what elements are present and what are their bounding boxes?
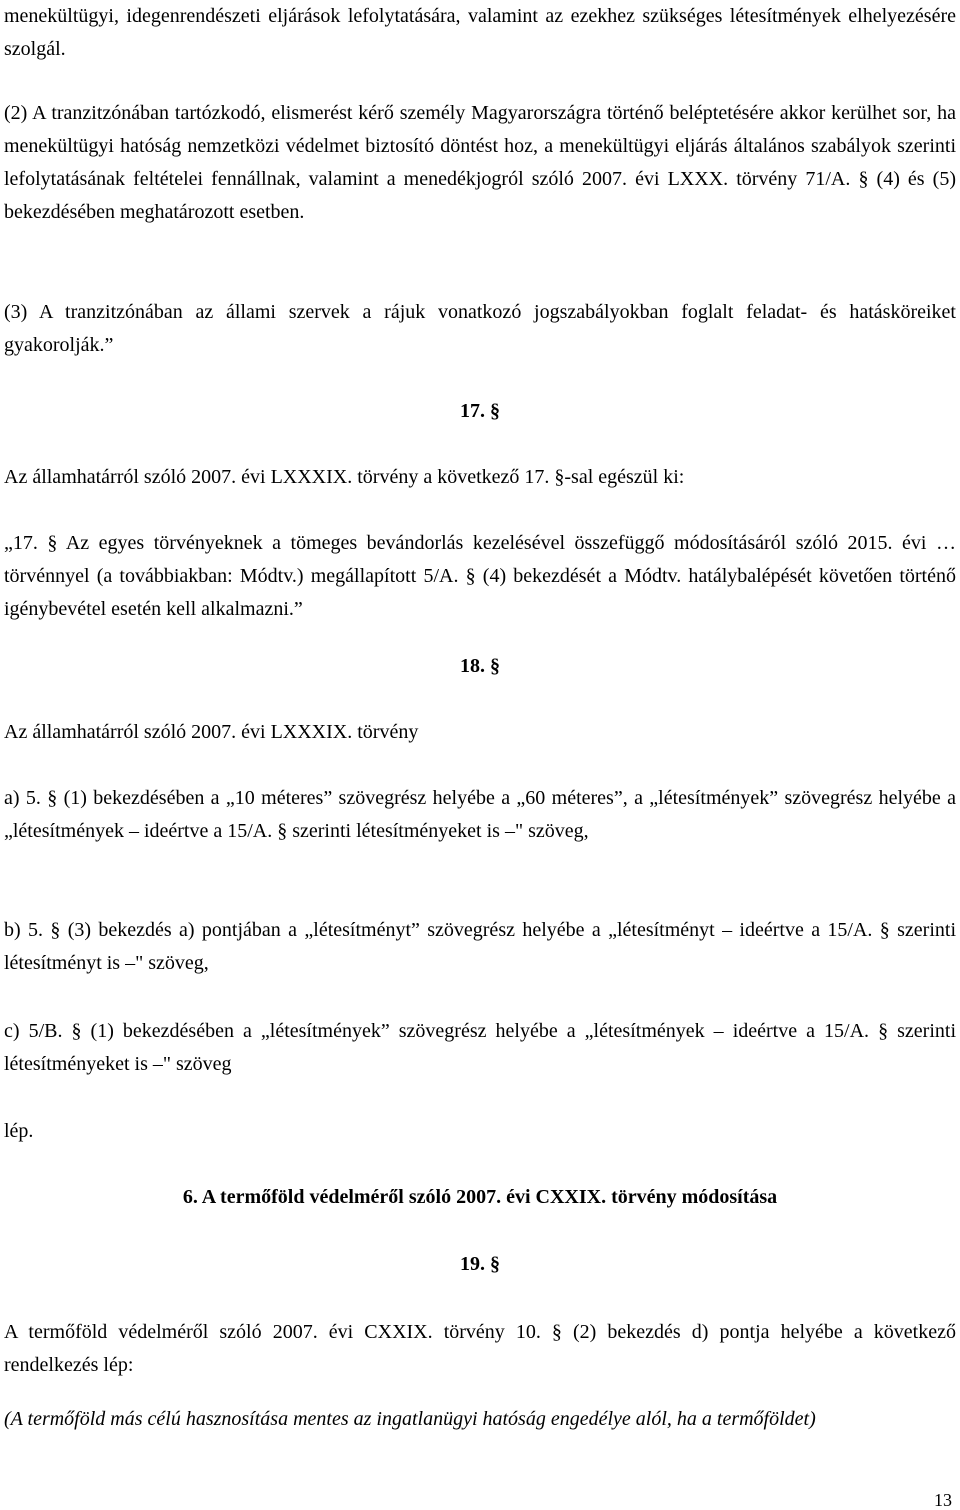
paragraph-2: (2) A tranzitzónában tartózkodó, elismerést kérő személy Magyarországra történő beléptetésére akkor kerülhet sor, ha menekültügyi hatóság nemzetközi védelmet biztosító döntést hoz, a menekültügyi eljárás általános szabályok szerinti lefolytatásának feltételei fennállnak, valamint a menedékjogról szóló 2007. évi LXXX. törvény 71/A. § (4) és (5) bekezdésében meghatározott esetben.	[4, 102, 956, 223]
section-18-heading: 18. §	[460, 655, 500, 677]
chapter-6-heading: 6. A termőföld védelméről szóló 2007. évi CXXIX. törvény módosítása	[182, 1186, 778, 1208]
amendment-intro-17: Az államhatárról szóló 2007. évi LXXXIX. törvény a következő 17. §-sal egészül ki:	[4, 466, 685, 488]
paragraph-3: (3) A tranzitzónában az állami szervek a rájuk vonatkozó jogszabályokban foglalt feladat- és hatásköreiket gyakorolják.”	[4, 301, 956, 356]
page-number: 13	[934, 1490, 952, 1510]
amendment-quote-19: (A termőföld más célú hasznosítása mentes az ingatlanügyi hatóság engedélye alól, ha a termőföldet)	[4, 1408, 816, 1430]
amendment-intro-18: Az államhatárról szóló 2007. évi LXXXIX. törvény	[4, 721, 419, 743]
amendment-point-b: b) 5. § (3) bekezdés a) pontjában a „létesítményt” szövegrész helyébe a „létesítményt – ideértve a 15/A. § szerinti létesítményt is –" szöveg,	[4, 919, 956, 974]
amendment-closing: lép.	[4, 1120, 34, 1142]
amendment-point-a: a) 5. § (1) bekezdésében a „10 méteres” szövegrész helyébe a „60 méteres”, a „létesítmények” szövegrész helyébe a „létesítmények – ideértve a 15/A. § szerinti létesítményeket is –" szöveg,	[4, 787, 956, 842]
amendment-intro-19: A termőföld védelméről szóló 2007. évi CXXIX. törvény 10. § (2) bekezdés d) pontja helyébe a következő rendelkezés lép:	[4, 1321, 956, 1376]
section-19-heading: 19. §	[460, 1253, 500, 1275]
amendment-point-c: c) 5/B. § (1) bekezdésében a „létesítmények” szövegrész helyébe a „létesítmények – ideértve a 15/A. § szerinti létesítményeket is –" szöveg	[4, 1020, 956, 1075]
amendment-text-17: „17. § Az egyes törvényeknek a tömeges bevándorlás kezelésével összefüggő módosításáról szóló 2015. évi … törvénnyel (a továbbiakban: Módtv.) megállapított 5/A. § (4) bekezdését a Módtv. hatálybalépését követően történő igénybevétel esetén kell alkalmazni.”	[4, 532, 956, 620]
paragraph-continuation: menekültügyi, idegenrendészeti eljárások lefolytatására, valamint az ezekhez szükséges létesítmények elhelyezésére szolgál.	[4, 5, 956, 60]
section-17-heading: 17. §	[460, 400, 500, 422]
